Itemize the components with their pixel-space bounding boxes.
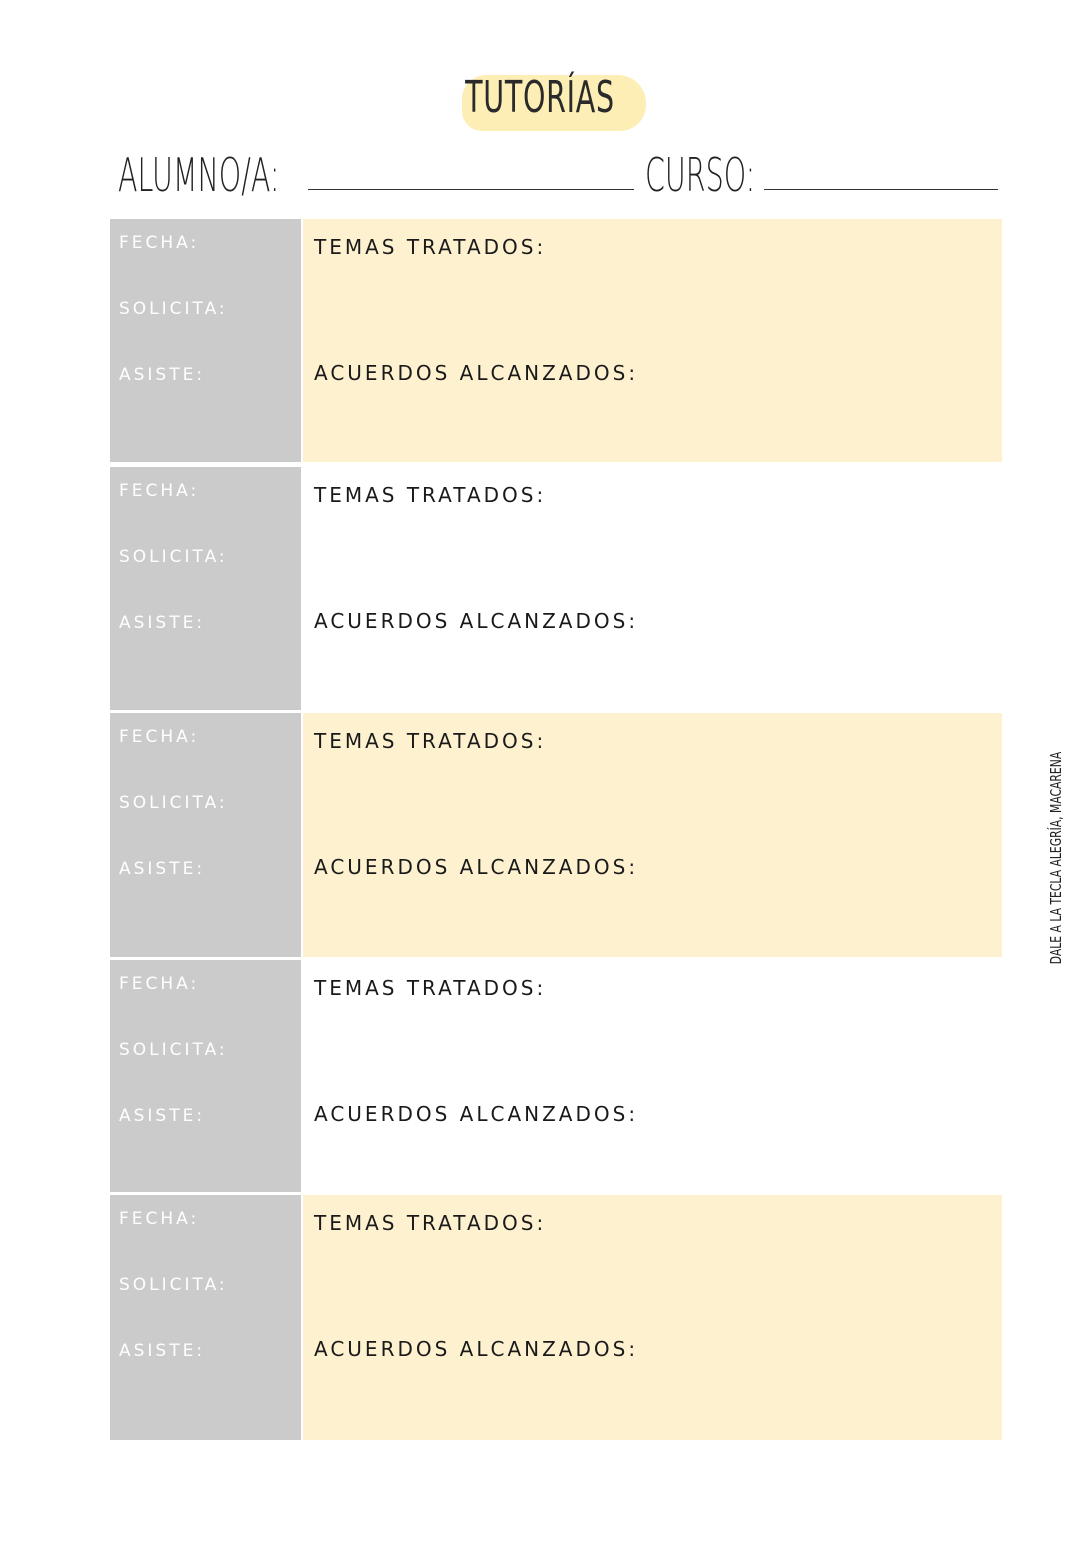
- asiste-label: ASISTE:: [119, 1341, 206, 1361]
- course-line[interactable]: [764, 189, 998, 190]
- student-name-line[interactable]: [308, 189, 634, 190]
- fecha-label: FECHA:: [119, 974, 200, 994]
- record-notes-panel: [303, 1195, 1002, 1440]
- asiste-label: ASISTE:: [119, 365, 206, 385]
- course-label: CURSO:: [645, 148, 756, 202]
- asiste-label: ASISTE:: [119, 1106, 206, 1126]
- title-area: [0, 70, 1080, 140]
- acuerdos-label: ACUERDOS ALCANZADOS:: [314, 1102, 639, 1126]
- acuerdos-label: ACUERDOS ALCANZADOS:: [314, 1337, 639, 1361]
- record-meta-panel: [110, 713, 301, 957]
- asiste-label: ASISTE:: [119, 613, 206, 633]
- tutoring-record: [110, 219, 1002, 462]
- fecha-label: FECHA:: [119, 1209, 200, 1229]
- fecha-label: FECHA:: [119, 727, 200, 747]
- acuerdos-label: ACUERDOS ALCANZADOS:: [314, 855, 639, 879]
- temas-label: TEMAS TRATADOS:: [314, 483, 547, 507]
- solicita-label: SOLICITA:: [119, 793, 228, 813]
- side-credit-text: DALE A LA TECLA ALEGRÍA, MACARENA: [1047, 751, 1065, 965]
- tutoring-record: [110, 1195, 1002, 1440]
- student-header: [0, 148, 1080, 204]
- student-label: ALUMNO/A:: [118, 148, 280, 202]
- temas-label: TEMAS TRATADOS:: [314, 729, 547, 753]
- asiste-label: ASISTE:: [119, 859, 206, 879]
- fecha-label: FECHA:: [119, 233, 200, 253]
- record-notes-panel: [303, 467, 1002, 710]
- record-notes-panel: [303, 960, 1002, 1192]
- tutoring-record: [110, 713, 1002, 957]
- solicita-label: SOLICITA:: [119, 1275, 228, 1295]
- solicita-label: SOLICITA:: [119, 547, 228, 567]
- record-meta-panel: [110, 960, 301, 1192]
- record-notes-panel: [303, 713, 1002, 957]
- tutoring-record: [110, 467, 1002, 710]
- record-notes-panel: [303, 219, 1002, 462]
- record-meta-panel: [110, 219, 301, 462]
- tutoring-records: [110, 219, 1002, 1440]
- record-meta-panel: [110, 467, 301, 710]
- solicita-label: SOLICITA:: [119, 1040, 228, 1060]
- record-meta-panel: [110, 1195, 301, 1440]
- solicita-label: SOLICITA:: [119, 299, 228, 319]
- tutoring-record: [110, 960, 1002, 1192]
- fecha-label: FECHA:: [119, 481, 200, 501]
- temas-label: TEMAS TRATADOS:: [314, 235, 547, 259]
- page-title: TUTORÍAS: [465, 72, 615, 123]
- temas-label: TEMAS TRATADOS:: [314, 976, 547, 1000]
- temas-label: TEMAS TRATADOS:: [314, 1211, 547, 1235]
- acuerdos-label: ACUERDOS ALCANZADOS:: [314, 361, 639, 385]
- acuerdos-label: ACUERDOS ALCANZADOS:: [314, 609, 639, 633]
